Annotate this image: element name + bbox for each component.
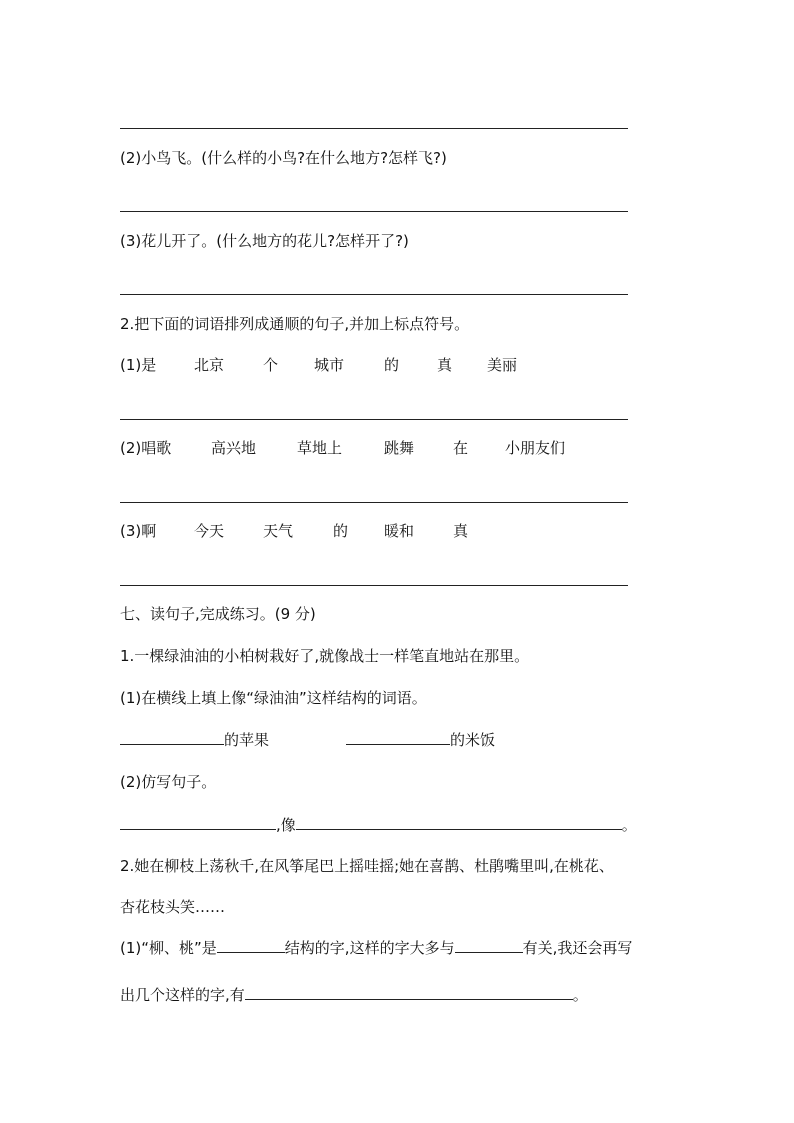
section-heading: 七、读句子,完成练习。(9 分) bbox=[120, 605, 316, 623]
fill-blank[interactable] bbox=[245, 984, 573, 1000]
fill-suffix: 的米饭 bbox=[450, 731, 496, 749]
answer-line[interactable] bbox=[120, 585, 628, 586]
question-2-title: 2.把下面的词语排列成通顺的句子,并加上标点符号。 bbox=[120, 315, 470, 333]
answer-line[interactable] bbox=[120, 419, 628, 420]
period: 。 bbox=[621, 816, 637, 834]
word: (2)唱歌 bbox=[120, 439, 172, 457]
word: 今天 bbox=[194, 522, 225, 540]
word: 城市 bbox=[314, 356, 345, 374]
question-text: (1)“柳、桃”是 bbox=[120, 939, 217, 957]
passage-line: 杏花枝头笑…… bbox=[120, 898, 226, 916]
word: 跳舞 bbox=[384, 439, 415, 457]
question-item-2: (2)小鸟飞。(什么样的小鸟?在什么地方?怎样飞?) bbox=[120, 149, 447, 167]
word: 个 bbox=[263, 356, 279, 374]
sub-question: (2)仿写句子。 bbox=[120, 773, 217, 791]
word: 高兴地 bbox=[211, 439, 257, 457]
word: 真 bbox=[453, 522, 469, 540]
word: (1)是 bbox=[120, 356, 157, 374]
question-line bbox=[120, 984, 588, 1005]
word: 美丽 bbox=[487, 356, 518, 374]
fill-blank[interactable] bbox=[455, 937, 523, 953]
answer-line[interactable] bbox=[120, 502, 628, 503]
answer-line[interactable] bbox=[120, 294, 628, 295]
imitate-connector: ,像 bbox=[276, 816, 296, 834]
fill-row bbox=[120, 729, 269, 750]
question-text: 有关,我还会再写 bbox=[522, 939, 633, 957]
answer-line[interactable] bbox=[120, 211, 628, 212]
word: 暖和 bbox=[384, 522, 415, 540]
word: 在 bbox=[453, 439, 469, 457]
fill-blank[interactable] bbox=[120, 814, 276, 830]
fill-blank[interactable] bbox=[120, 729, 224, 745]
sub-question: (1)在横线上填上像“绿油油”这样结构的词语。 bbox=[120, 689, 427, 707]
sentence: 1.一棵绿油油的小柏树栽好了,就像战士一样笔直地站在那里。 bbox=[120, 647, 530, 665]
imitate-row bbox=[120, 814, 637, 835]
fill-blank[interactable] bbox=[217, 937, 285, 953]
word: 的 bbox=[333, 522, 349, 540]
passage-line: 2.她在柳枝上荡秋千,在风筝尾巴上摇哇摇;她在喜鹊、杜鹃嘴里叫,在桃花、 bbox=[120, 857, 614, 875]
word: (3)啊 bbox=[120, 522, 157, 540]
answer-line[interactable] bbox=[120, 128, 628, 129]
word: 真 bbox=[437, 356, 453, 374]
word: 的 bbox=[384, 356, 400, 374]
question-item-3: (3)花儿开了。(什么地方的花儿?怎样开了?) bbox=[120, 232, 409, 250]
fill-suffix: 的苹果 bbox=[224, 731, 270, 749]
fill-blank[interactable] bbox=[346, 729, 450, 745]
word: 小朋友们 bbox=[505, 439, 566, 457]
question-line bbox=[120, 937, 632, 958]
word: 天气 bbox=[263, 522, 294, 540]
period: 。 bbox=[572, 986, 588, 1004]
word: 北京 bbox=[194, 356, 225, 374]
question-text: 结构的字,这样的字大多与 bbox=[284, 939, 455, 957]
word: 草地上 bbox=[297, 439, 343, 457]
fill-blank[interactable] bbox=[296, 814, 622, 830]
question-text: 出几个这样的字,有 bbox=[120, 986, 245, 1004]
fill-row bbox=[346, 729, 495, 750]
